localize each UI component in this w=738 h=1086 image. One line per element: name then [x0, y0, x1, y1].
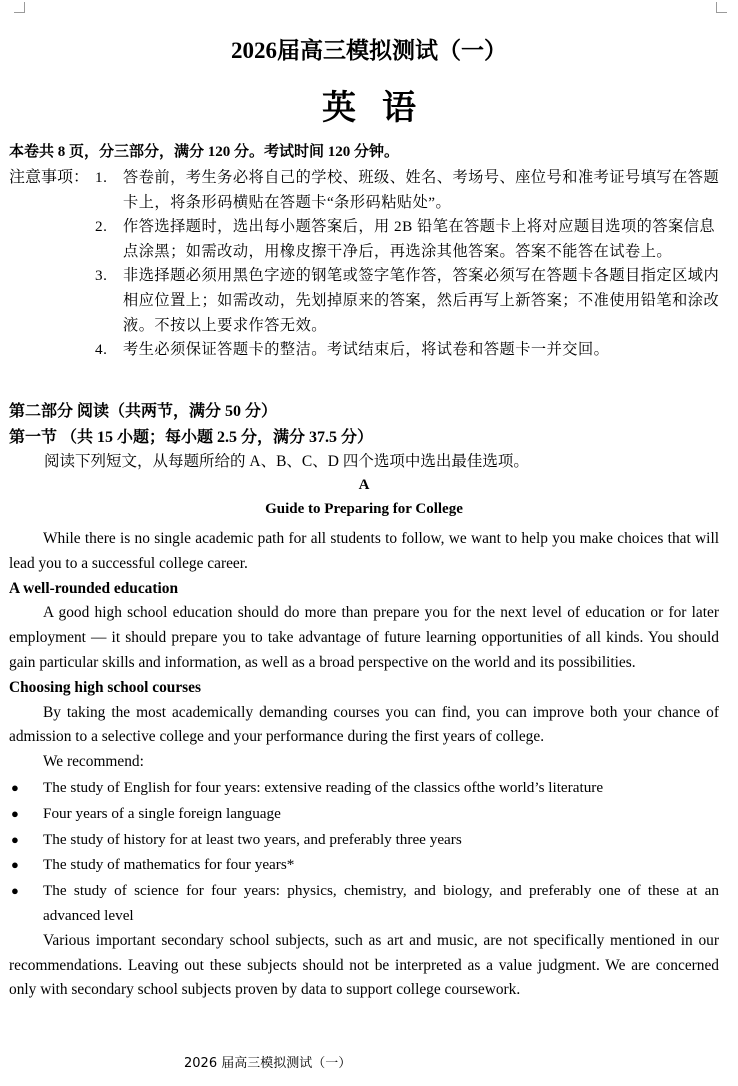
note-text: 作答选择题时，选出每小题答案后，用 2B 铅笔在答题卡上将对应题目选项的答案信息点涂黑；如需改动，用橡皮擦干净后，再选涂其他答案。答案不能答在试卷上。	[123, 218, 716, 260]
page-footer: 2026 届高三模拟测试（一）	[184, 1056, 352, 1071]
passage-title: Guide to Preparing for College	[265, 501, 463, 517]
recommendation-item	[9, 802, 719, 827]
note-number: 3.	[95, 267, 108, 285]
bullet-icon: ●	[11, 779, 19, 795]
crop-mark-top-right	[716, 2, 727, 13]
crop-mark-top-left	[14, 2, 25, 13]
passage-label: A	[358, 477, 370, 493]
bullet-icon: ●	[11, 857, 19, 873]
passage-heading-courses: Choosing high school courses	[9, 678, 201, 696]
exam-title: 2026届高三模拟测试（一）	[231, 38, 507, 63]
recommendation-text: The study of mathematics for four years*	[43, 856, 295, 874]
recommendation-item	[9, 776, 719, 801]
passage-paragraph-courses: By taking the most academically demanding courses you can find, you can improve both your chance of admission to a selective college and your performance during the first years of college.	[9, 703, 719, 746]
recommendation-list	[9, 776, 719, 929]
passage-heading-education: A well-rounded education	[9, 579, 179, 597]
passage-paragraph-education: A good high school education should do more than prepare you for the next level of education or for later employment — it should prepare you to take advantage of future learning opportunities of all kinds. You should gain particular skills and information, as well as a broad perspective on the world and its possibilities.	[9, 604, 719, 671]
notes-list	[9, 166, 721, 363]
reading-instruction: 阅读下列短文，从每题所给的 A、B、C、D 四个选项中选出最佳选项。	[44, 453, 529, 470]
recommendation-item	[9, 853, 719, 878]
passage-paragraph-subjects: Various important secondary school subjects, such as art and music, are not specifically mentioned in our recommendations. Leaving out these subjects should not be interpreted as a value judgment. We are concerned only with secondary school subjects proven by data to support college coursework.	[9, 931, 719, 999]
recommendation-item	[9, 879, 719, 929]
note-number: 2.	[95, 218, 108, 236]
note-text: 非选择题必须用黑色字迹的钢笔或签字笔作答，答案必须写在答题卡各题目指定区域内相应位置上；如需改动，先划掉原来的答案，然后再写上新答案；不准使用铅笔和涂改液。不按以上要求作答无效。	[123, 267, 720, 334]
notes-section	[9, 166, 721, 363]
notes-label: 注意事项：	[9, 169, 90, 186]
passage-intro: While there is no single academic path for all students to follow, we want to help you make choices that will lead you to a successful college career.	[9, 530, 719, 572]
recommendation-text: The study of science for four years: physics, chemistry, and biology, and preferably one of these at an advanced level	[43, 882, 719, 924]
note-number: 1.	[95, 169, 108, 186]
passage-body	[9, 527, 719, 1003]
recommendation-text: Four years of a single foreign language	[43, 804, 281, 822]
note-item	[9, 338, 721, 363]
recommendation-text: The study of history for at least two years, and preferably three years	[43, 830, 462, 848]
bullet-icon: ●	[11, 831, 19, 847]
bullet-icon: ●	[11, 883, 19, 899]
recommendation-text: The study of English for four years: extensive reading of the classics ofthe world’s literature	[43, 778, 604, 796]
section-title: 第一节 （共 15 小题；每小题 2.5 分，满分 37.5 分）	[9, 429, 374, 446]
recommend-intro: We recommend:	[43, 753, 144, 771]
note-item	[9, 166, 721, 215]
recommendation-item	[9, 828, 719, 853]
paper-info: 本卷共 8 页，分三部分，满分 120 分。考试时间 120 分钟。	[9, 144, 400, 160]
part-title: 第二部分 阅读（共两节，满分 50 分）	[9, 403, 278, 420]
subject-title: 英语	[322, 90, 442, 127]
note-item	[9, 264, 721, 338]
note-text: 考生必须保证答题卡的整洁。考试结束后，将试卷和答题卡一并交回。	[123, 341, 610, 359]
note-number: 4.	[95, 341, 108, 359]
note-item	[9, 215, 721, 264]
bullet-icon: ●	[11, 805, 19, 821]
note-text: 答卷前，考生务必将自己的学校、班级、姓名、考场号、座位号和准考证号填写在答题卡上，将条形码横贴在答题卡“条形码粘贴处”。	[123, 169, 720, 211]
